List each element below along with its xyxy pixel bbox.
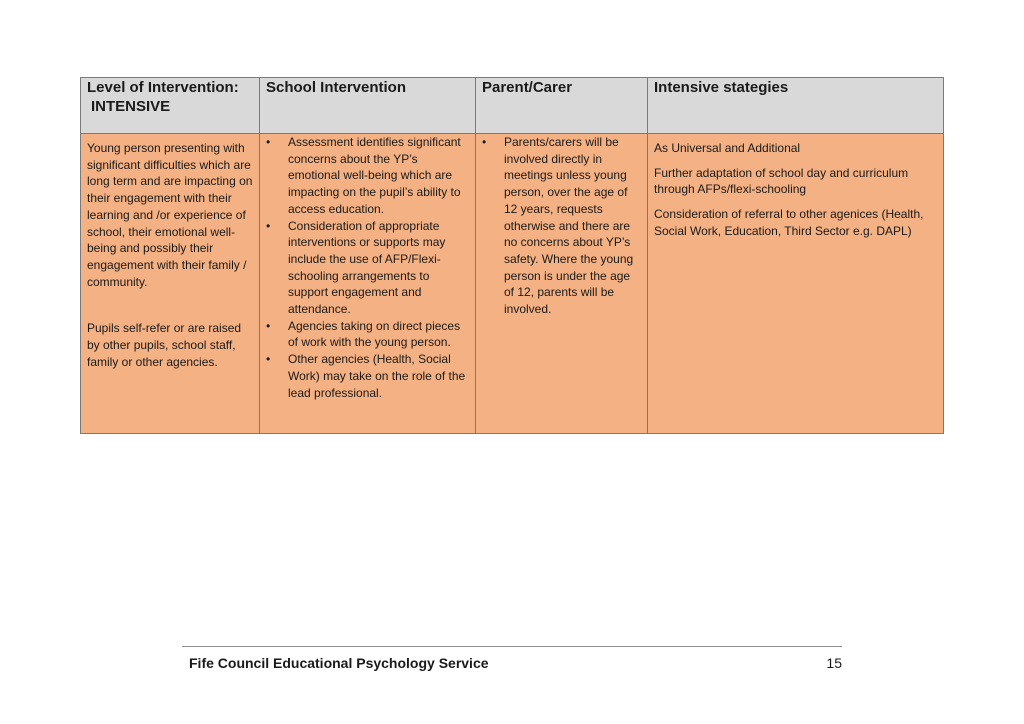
bullet-glyph: • [266,218,271,233]
footer-divider [182,646,842,647]
strategy-paragraph: Consideration of referral to other agenices (Health, Social Work, Education, Third Sector e.g. DAPL) [654,207,924,238]
parent-bullet-list [482,134,641,318]
level-paragraph: Young person presenting with significant difficulties which are long term and are impacting on their engagement with their learning and /or experience of school, their emotional well-being and possibly their engagement with their family / community. [87,141,253,289]
school-intervention-cell [260,134,476,434]
header-row [81,78,944,134]
header-level-line2: INTENSIVE [91,98,171,115]
bullet-glyph: • [266,352,271,367]
list-item-text: Parents/carers will be involved directly in meetings unless young person, over the age of 12 years, requests otherwise and there are no concerns about YP’s safety. Where the young person is under the age of 12, parents will be involved. [504,135,634,317]
page-number: 15 [826,655,842,671]
list-item [266,134,469,218]
list-item-text: Agencies taking on direct pieces of work with the young person. [288,318,461,350]
list-item [266,218,469,318]
level-paragraph: Pupils self-refer or are raised by other pupils, school staff, family or other agencies. [87,321,242,369]
school-bullet-list [266,134,469,401]
header-level-line1: Level of Intervention: [87,79,239,96]
intensive-row [81,134,944,434]
bullet-glyph: • [266,318,271,333]
footer-title: Fife Council Educational Psychology Service [189,655,489,671]
bullet-glyph: • [482,135,487,149]
header-school-intervention: School Intervention [260,78,476,134]
list-item [482,134,641,318]
header-parent-carer: Parent/Carer [476,78,648,134]
list-item [266,318,469,351]
list-item-text: Assessment identifies significant concerns about the YP’s emotional well-being which are impacting on the pupil’s ability to access education. [288,135,461,216]
strategy-paragraph: Further adaptation of school day and curriculum through AFPs/flexi-schooling [654,165,909,197]
list-item-text: Consideration of appropriate interventions or supports may include the use of AFP/Flexi-schooling arrangements to support engagement and attendance. [288,218,446,317]
intensive-strategies-cell [648,134,944,434]
strategy-paragraph: As Universal and Additional [654,141,801,155]
list-item-text: Other agencies (Health, Social Work) may take on the role of the lead professional. [288,352,466,400]
level-description-cell [81,134,260,434]
intervention-table [80,77,944,434]
parent-carer-cell [476,134,648,434]
list-item [266,351,469,401]
bullet-glyph: • [266,135,271,149]
header-intensive-strategies: Intensive stategies [648,78,944,134]
header-level-of-intervention [81,78,260,134]
